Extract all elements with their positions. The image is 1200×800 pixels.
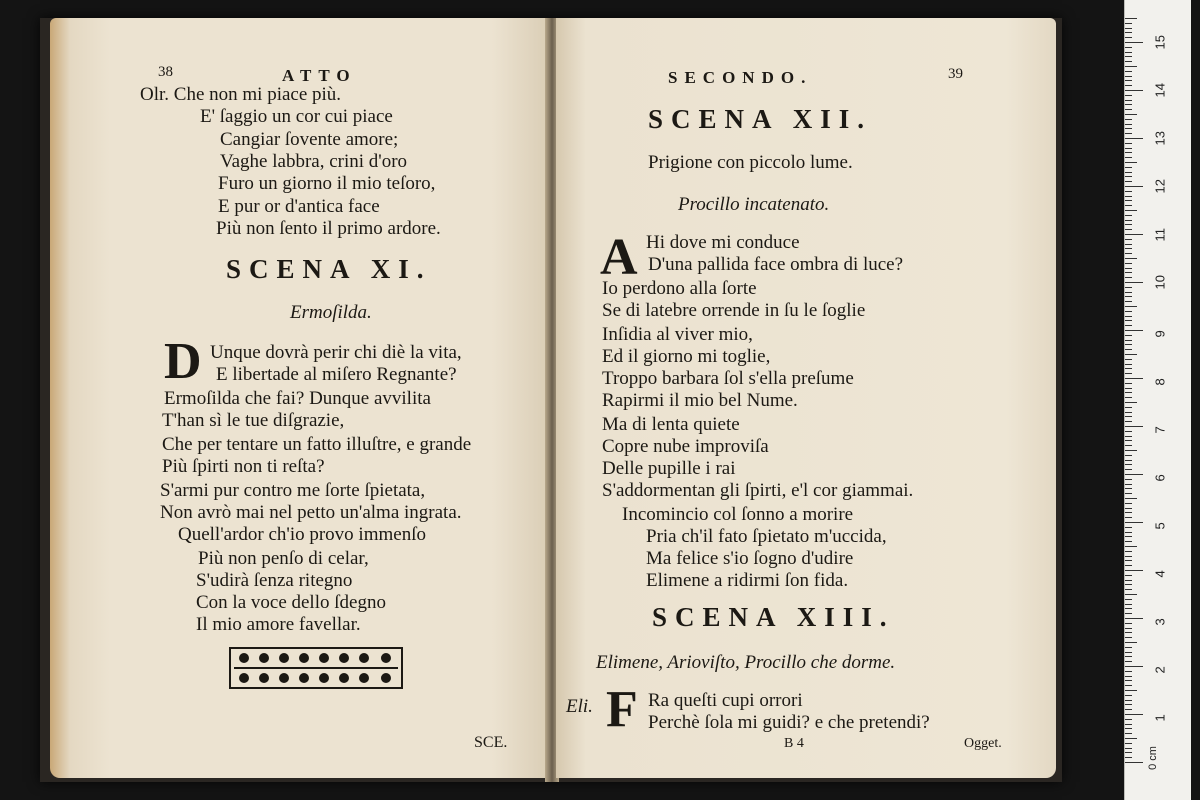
verse-line: Più ſpirti non ti reſta? — [162, 456, 325, 477]
verse-line: Incomincio col ſonno a morire — [622, 504, 854, 525]
verse-line: Che per tentare un fatto illuſtre, e grande — [162, 434, 472, 455]
ruler-number: 2 — [1152, 666, 1168, 674]
ruler-tick — [1125, 762, 1143, 763]
ruler-tick — [1125, 431, 1132, 432]
ruler-number: 5 — [1152, 522, 1168, 530]
verse-line: Il mio amore favellar. — [196, 614, 361, 635]
ruler-tick — [1125, 148, 1132, 149]
ruler-tick — [1125, 407, 1132, 408]
ruler-tick — [1125, 18, 1137, 19]
ruler-tick — [1125, 210, 1137, 211]
ruler-tick — [1125, 258, 1137, 259]
ruler-tick — [1125, 128, 1132, 129]
ruler-tick — [1125, 76, 1132, 77]
ruler-tick — [1125, 503, 1132, 504]
drop-cap: D — [164, 333, 202, 390]
verse-line: Perchè ſola mi guidi? e che pretendi? — [648, 712, 930, 733]
ruler-tick — [1125, 412, 1132, 413]
scene-title: SCENA XII. — [648, 104, 873, 134]
ruler-tick — [1125, 637, 1132, 638]
ruler-tick — [1125, 311, 1132, 312]
verse-line: E pur or d'antica face — [218, 196, 380, 217]
ruler-tick — [1125, 464, 1132, 465]
ruler-tick — [1125, 536, 1132, 537]
ruler-tick — [1125, 440, 1132, 441]
ruler-tick — [1125, 714, 1143, 715]
ruler-tick — [1125, 450, 1137, 451]
ruler-tick — [1125, 752, 1132, 753]
verse-line: Elimene a ridirmi ſon fida. — [646, 570, 849, 591]
ruler-tick — [1125, 56, 1132, 57]
ruler-tick — [1125, 532, 1132, 533]
scene-title: SCENA XI. — [226, 254, 432, 284]
ruler-tick — [1125, 560, 1132, 561]
ruler-tick — [1125, 23, 1132, 24]
ruler-tick — [1125, 263, 1132, 264]
verse-line: Non avrò mai nel petto un'alma ingrata. — [160, 502, 462, 523]
ruler-tick — [1125, 613, 1132, 614]
ruler-tick — [1125, 200, 1132, 201]
ruler-tick — [1125, 728, 1132, 729]
speaker-name: Eli. — [566, 696, 593, 717]
ruler-tick — [1125, 364, 1132, 365]
ruler-tick — [1125, 618, 1143, 619]
verse-line: Furo un giorno il mio teſoro, — [218, 173, 436, 194]
verse-line: T'han sì le tue diſgrazie, — [162, 410, 345, 431]
ruler-tick — [1125, 359, 1132, 360]
ruler-tick — [1125, 85, 1132, 86]
ruler-tick — [1125, 354, 1137, 355]
signature-mark: B 4 — [784, 736, 804, 751]
ruler-unit: 0 cm — [1146, 746, 1159, 770]
right-page — [556, 18, 1056, 778]
verse-line: Pria ch'il fato ſpietato m'uccida, — [646, 526, 887, 547]
ruler-tick — [1125, 685, 1132, 686]
ruler-tick — [1125, 167, 1132, 168]
ruler-tick — [1125, 253, 1132, 254]
ruler-tick — [1125, 244, 1132, 245]
verse-line: Unque dovrà perir chi diè la vita, — [210, 342, 462, 363]
ruler-tick — [1125, 66, 1137, 67]
verse-line: Troppo barbara ſol s'ella preſume — [602, 368, 854, 389]
ruler-tick — [1125, 700, 1132, 701]
ruler-tick — [1125, 551, 1132, 552]
ruler-tick — [1125, 455, 1132, 456]
ruler-tick — [1125, 652, 1132, 653]
ruler-number: 6 — [1152, 474, 1168, 482]
ruler-tick — [1125, 546, 1137, 547]
ruler-tick — [1125, 589, 1132, 590]
ruler-tick — [1125, 738, 1137, 739]
ruler-tick — [1125, 632, 1132, 633]
verse-line: Vaghe labbra, crini d'oro — [220, 151, 408, 172]
verse-line: Io perdono alla ſorte — [602, 278, 757, 299]
ruler-tick — [1125, 268, 1132, 269]
drop-cap: A — [600, 229, 638, 286]
ruler-tick — [1125, 522, 1143, 523]
ruler-tick — [1125, 527, 1132, 528]
ruler-tick — [1125, 445, 1132, 446]
ruler-tick — [1125, 104, 1132, 105]
ruler-tick — [1125, 282, 1143, 283]
scene-setting: Prigione con piccolo lume. — [648, 152, 853, 173]
verse-line: Olr. Che non mi piace più. — [140, 84, 342, 105]
ruler-tick — [1125, 733, 1132, 734]
ruler-tick — [1125, 565, 1132, 566]
ruler-tick — [1125, 296, 1132, 297]
ruler-tick — [1125, 52, 1132, 53]
ruler-tick — [1125, 392, 1132, 393]
ruler-tick — [1125, 402, 1137, 403]
scene-characters: Elimene, Arioviſto, Procillo che dorme. — [596, 652, 896, 673]
ruler-number: 12 — [1152, 179, 1168, 194]
ruler-tick — [1125, 397, 1132, 398]
ruler-tick — [1125, 604, 1132, 605]
verse-line: Quell'ardor ch'io provo immenſo — [178, 524, 426, 545]
ruler-number: 15 — [1152, 35, 1168, 50]
ruler-tick — [1125, 224, 1132, 225]
ruler-number: 14 — [1152, 83, 1168, 98]
verse-line: Con la voce dello ſdegno — [196, 592, 386, 613]
verse-line: Delle pupille i rai — [602, 458, 736, 479]
ruler-tick — [1125, 594, 1137, 595]
ruler-tick — [1125, 748, 1132, 749]
ruler-tick — [1125, 599, 1132, 600]
ruler-tick — [1125, 344, 1132, 345]
ruler-tick — [1125, 656, 1132, 657]
ruler-tick — [1125, 709, 1132, 710]
ruler-number: 4 — [1152, 570, 1168, 578]
ruler-tick — [1125, 556, 1132, 557]
ruler-tick — [1125, 157, 1132, 158]
ruler-tick — [1125, 32, 1132, 33]
verse-line: Copre nube improviſa — [602, 436, 769, 457]
ruler-tick — [1125, 316, 1132, 317]
ruler-number: 8 — [1152, 378, 1168, 386]
ruler-tick — [1125, 320, 1132, 321]
ruler-tick — [1125, 205, 1132, 206]
ruler-tick — [1125, 162, 1137, 163]
verse-line: D'una pallida face ombra di luce? — [648, 254, 904, 275]
verse-line: Hi dove mi conduce — [646, 232, 800, 253]
ruler-tick — [1125, 47, 1132, 48]
ruler-tick — [1125, 484, 1132, 485]
ruler-tick — [1125, 80, 1132, 81]
ruler-tick — [1125, 695, 1132, 696]
ruler-tick — [1125, 421, 1132, 422]
ruler-tick — [1125, 220, 1132, 221]
catchword-left: SCE. — [474, 734, 508, 751]
ruler-tick — [1125, 666, 1143, 667]
ruler-tick — [1125, 114, 1137, 115]
ruler-tick — [1125, 176, 1132, 177]
ruler-number: 3 — [1152, 618, 1168, 626]
ruler-tick — [1125, 181, 1132, 182]
scene-title: SCENA XIII. — [652, 602, 895, 632]
verse-line: Più non ſento il primo ardore. — [216, 218, 441, 239]
verse-line: Ra queſti cupi orrori — [648, 690, 803, 711]
ruler-number: 11 — [1152, 228, 1168, 242]
ruler-tick — [1125, 90, 1143, 91]
ruler-tick — [1125, 335, 1132, 336]
ruler-tick — [1125, 373, 1132, 374]
ruler-tick — [1125, 474, 1143, 475]
ruler-tick — [1125, 690, 1137, 691]
ruler-tick — [1125, 292, 1132, 293]
ruler-tick — [1125, 661, 1132, 662]
ruler-tick — [1125, 623, 1132, 624]
ruler-tick — [1125, 71, 1132, 72]
ruler-tick — [1125, 724, 1132, 725]
ruler-tick — [1125, 234, 1143, 235]
page-number-left: 38 — [158, 64, 173, 80]
ruler-tick — [1125, 479, 1132, 480]
verse-line: Ermoſilda che fai? Dunque avvilita — [164, 388, 431, 409]
ruler-tick — [1125, 628, 1132, 629]
ruler-tick — [1125, 671, 1132, 672]
drop-cap: F — [606, 681, 638, 738]
verse-line: Ma di lenta quiete — [602, 414, 740, 435]
ruler-tick — [1125, 61, 1132, 62]
ruler-tick — [1125, 383, 1132, 384]
ruler-tick — [1125, 229, 1132, 230]
ruler-tick — [1125, 301, 1132, 302]
ruler-tick — [1125, 124, 1132, 125]
verse-line: Inſidia al viver mio, — [602, 324, 753, 345]
ruler-tick — [1125, 138, 1143, 139]
ruler-tick — [1125, 248, 1132, 249]
ruler-tick — [1125, 272, 1132, 273]
verse-line: E libertade al miſero Regnante? — [216, 364, 457, 385]
ruler-tick — [1125, 488, 1132, 489]
ruler-tick — [1125, 239, 1132, 240]
ruler-tick — [1125, 416, 1132, 417]
verse-line: S'udirà ſenza ritegno — [196, 570, 353, 591]
ruler-number: 10 — [1152, 275, 1168, 290]
ruler-tick — [1125, 109, 1132, 110]
ruler-tick — [1125, 378, 1143, 379]
ruler-tick — [1125, 704, 1132, 705]
catchword-right: Ogget. — [964, 736, 1002, 751]
ruler-tick — [1125, 28, 1132, 29]
ruler-tick — [1125, 647, 1132, 648]
ruler-tick — [1125, 680, 1132, 681]
ruler-tick — [1125, 517, 1132, 518]
ruler-number: 13 — [1152, 131, 1168, 146]
ruler-number: 7 — [1152, 426, 1168, 434]
left-page — [50, 18, 552, 778]
ruler-tick — [1125, 460, 1132, 461]
verse-line: S'armi pur contro me ſorte ſpietata, — [160, 480, 426, 501]
ruler-tick — [1125, 570, 1143, 571]
verse-line: E' ſaggio un cor cui piace — [200, 106, 393, 127]
ruler-tick — [1125, 493, 1132, 494]
ruler-tick — [1125, 608, 1132, 609]
ruler-tick — [1125, 719, 1132, 720]
ruler-tick — [1125, 368, 1132, 369]
ruler-tick — [1125, 757, 1132, 758]
ruler-tick — [1125, 152, 1132, 153]
scene-characters: Ermoſilda. — [290, 302, 372, 323]
ruler-tick — [1125, 512, 1132, 513]
ruler-tick — [1125, 186, 1143, 187]
ruler-tick — [1125, 436, 1132, 437]
ruler-tick — [1125, 642, 1137, 643]
verse-line: Ma felice s'io ſogno d'udire — [646, 548, 854, 569]
ruler-tick — [1125, 580, 1132, 581]
running-head-right: SECONDO. — [668, 68, 813, 87]
ruler-tick — [1125, 119, 1132, 120]
ruler-tick — [1125, 172, 1132, 173]
measuring-ruler — [1124, 0, 1191, 800]
verse-line: Se di latebre orrende in ſu le ſoglie — [602, 300, 866, 321]
ruler-tick — [1125, 541, 1132, 542]
ruler-tick — [1125, 426, 1143, 427]
ruler-tick — [1125, 196, 1132, 197]
ruler-tick — [1125, 100, 1132, 101]
ruler-tick — [1125, 215, 1132, 216]
ruler-tick — [1125, 42, 1143, 43]
scene-characters: Procillo incatenato. — [678, 194, 830, 215]
page-number-right: 39 — [948, 66, 963, 82]
ruler-tick — [1125, 388, 1132, 389]
printer-ornament — [228, 646, 404, 690]
ruler-tick — [1125, 37, 1132, 38]
ruler-tick — [1125, 584, 1132, 585]
open-book — [40, 18, 1062, 782]
ruler-tick — [1125, 95, 1132, 96]
ruler-tick — [1125, 306, 1137, 307]
ruler-tick — [1125, 191, 1132, 192]
ruler-tick — [1125, 287, 1132, 288]
ruler-tick — [1125, 325, 1132, 326]
ruler-number: 1 — [1152, 714, 1168, 722]
ruler-tick — [1125, 676, 1132, 677]
verse-line: Cangiar ſovente amore; — [220, 129, 399, 150]
ruler-tick — [1125, 330, 1143, 331]
ruler-tick — [1125, 469, 1132, 470]
ruler-tick — [1125, 743, 1132, 744]
ruler-tick — [1125, 498, 1137, 499]
running-head-left: ATTO — [282, 66, 357, 85]
ruler-tick — [1125, 143, 1132, 144]
ruler-tick — [1125, 575, 1132, 576]
ruler-number: 9 — [1152, 330, 1168, 338]
verse-line: Rapirmi il mio bel Nume. — [602, 390, 798, 411]
ruler-tick — [1125, 340, 1132, 341]
ruler-tick — [1125, 133, 1132, 134]
ruler-tick — [1125, 277, 1132, 278]
verse-line: Ed il giorno mi toglie, — [602, 346, 771, 367]
ruler-tick — [1125, 349, 1132, 350]
ruler-tick — [1125, 508, 1132, 509]
verse-line: S'addormentan gli ſpirti, e'l cor giammai. — [602, 480, 914, 501]
verse-line: Più non penſo di celar, — [198, 548, 369, 569]
